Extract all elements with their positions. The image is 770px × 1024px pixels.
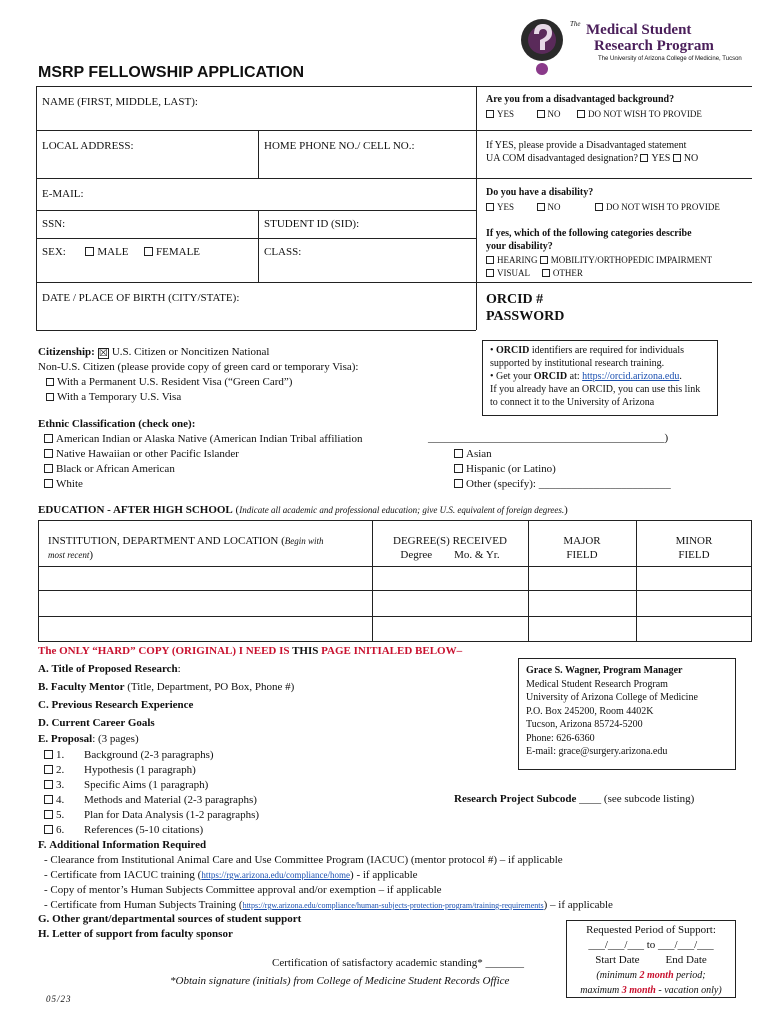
disadvantaged-statement	[486, 139, 698, 165]
ethnic-options-right	[454, 447, 671, 492]
hardcopy-text2: PAGE INITIALED BELOW–	[318, 645, 463, 657]
support-dates[interactable]: ___/___/___ to ___/___/___	[588, 939, 714, 951]
min-duration: 2 month	[639, 970, 674, 981]
e2-num: 2.	[56, 764, 65, 776]
american-indian-label: American Indian or Alaska Native (American Indian Tribal affiliation	[56, 433, 363, 445]
item-g-title: Other grant/departmental sources of student support	[52, 913, 302, 925]
col-institution-note1: Begin with	[284, 536, 324, 546]
female-label: FEMALE	[156, 246, 201, 258]
orcid-info	[490, 344, 718, 409]
item-f4-text: - Certificate from Human Subjects Training (	[44, 899, 243, 911]
disab-dnw-label: DO NOT WISH TO PROVIDE	[606, 202, 720, 212]
logo-line2: Research Program	[594, 38, 714, 54]
us-citizen-checkbox[interactable]: ☒	[98, 348, 108, 359]
logo	[516, 14, 756, 80]
sex-label: SEX:	[42, 246, 66, 258]
ua-no-label: NO	[683, 153, 699, 164]
manager-email: E-mail: grace@surgery.arizona.edu	[526, 746, 668, 757]
min-text: (minimum	[596, 970, 640, 981]
disadv-dnw-label: DO NOT WISH TO PROVIDE	[588, 109, 702, 119]
start-date-label: Start Date	[595, 954, 640, 966]
disadv-no-label: NO	[547, 109, 561, 119]
non-us-citizen-label: Non-U.S. Citizen (please provide copy of green card or temporary Visa):	[38, 361, 359, 373]
item-c-letter: C.	[38, 699, 49, 711]
subcode-field[interactable]	[454, 793, 694, 805]
proposal-subitems	[44, 748, 259, 838]
item-f-letter: F.	[38, 839, 47, 851]
asian-checkbox[interactable]	[454, 449, 463, 458]
orcid-text4: at:	[567, 371, 583, 382]
e6-checkbox[interactable]	[44, 825, 53, 834]
manager-phone: Phone: 626-6360	[526, 732, 595, 744]
us-citizen-label: U.S. Citizen or Noncitizen National	[111, 346, 270, 358]
footer-date: 05/23	[46, 994, 72, 1004]
orcid-dot: .	[679, 371, 682, 382]
item-b-detail: (Title, Department, PO Box, Phone #)	[124, 681, 295, 693]
disability-question: Do you have a disability?	[486, 187, 594, 198]
col-minor-sub: FIELD	[678, 549, 710, 561]
hearing-label: HEARING	[497, 255, 538, 265]
col-minor	[636, 534, 752, 562]
orcid-bold2: ORCID	[533, 371, 568, 382]
hispanic-checkbox[interactable]	[454, 464, 463, 473]
e2-checkbox[interactable]	[44, 765, 53, 774]
logo-question-mark-icon	[520, 14, 564, 78]
local-address-field[interactable]: LOCAL ADDRESS:	[42, 140, 134, 152]
min-text2: period;	[673, 970, 706, 981]
male-checkbox[interactable]	[85, 247, 94, 256]
hearing-checkbox[interactable]	[486, 256, 494, 264]
manager-line1: Medical Student Research Program	[526, 678, 668, 690]
disadv-yes-checkbox[interactable]	[486, 110, 494, 118]
logo-line3: The University of Arizona College of Medicine, Tucson	[598, 56, 742, 62]
white-checkbox[interactable]	[44, 479, 53, 488]
e1-num: 1.	[56, 749, 65, 761]
item-f	[38, 838, 613, 913]
item-e	[38, 733, 139, 745]
mobility-label: MOBILITY/ORTHOPEDIC IMPAIRMENT	[550, 255, 713, 265]
disability-categories	[486, 254, 712, 280]
phone-field[interactable]: HOME PHONE NO./ CELL NO.:	[264, 140, 415, 152]
mobility-checkbox[interactable]	[540, 256, 548, 264]
disab-dnw-checkbox[interactable]	[595, 203, 603, 211]
e5-label: Plan for Data Analysis (1-2 paragraphs)	[84, 809, 260, 821]
orcid-label: ORCID #	[486, 292, 544, 307]
visual-label: VISUAL	[497, 268, 530, 278]
e4-checkbox[interactable]	[44, 795, 53, 804]
manager-line2: University of Arizona College of Medicine	[526, 692, 698, 703]
disability-categories-question	[486, 227, 692, 253]
e5-checkbox[interactable]	[44, 810, 53, 819]
certification-note: *Obtain signature (initials) from College of Medicine Student Records Office	[170, 975, 510, 987]
visual-checkbox[interactable]	[486, 269, 494, 277]
item-c-title: Previous Research Experience	[51, 699, 194, 711]
ua-yes-label: YES	[651, 153, 671, 164]
citizenship-label: Citizenship:	[38, 346, 95, 358]
bullet: •	[490, 345, 497, 356]
asian-label: Asian	[466, 448, 492, 460]
student-id-field[interactable]: STUDENT ID (SID):	[264, 218, 360, 230]
manager-line3: P.O. Box 245200, Room 4402K	[526, 705, 654, 717]
orcid-text5: If you already have an ORCID, you can use this link	[490, 384, 701, 395]
item-b-title: Faculty Mentor	[50, 681, 125, 693]
e6-label: References (5-10 citations)	[84, 824, 204, 836]
page-title: MSRP FELLOWSHIP APPLICATION	[38, 64, 305, 81]
male-label: MALE	[97, 246, 129, 258]
manager-line4: Tucson, Arizona 85724-5200	[526, 719, 643, 730]
paren-open: (	[235, 504, 240, 516]
disab-yes-label: YES	[497, 202, 515, 212]
orcid-text1: identifiers are required for individuals	[529, 345, 685, 356]
white-label: White	[56, 478, 83, 490]
name-field[interactable]: NAME (FIRST, MIDDLE, LAST):	[42, 96, 198, 108]
ethnic-label: Ethnic Classification (check one):	[38, 418, 196, 430]
item-d-letter: D.	[38, 717, 49, 729]
green-card-label: With a Permanent U.S. Resident Visa (“Green Card”)	[57, 376, 293, 388]
disadv-yes-label: YES	[497, 109, 515, 119]
item-e-title: Proposal	[50, 733, 93, 745]
disadv-dnw-checkbox[interactable]	[577, 110, 585, 118]
sex-field	[42, 246, 200, 258]
item-f4-text2: ) – if applicable	[543, 899, 613, 911]
colon: :	[177, 663, 181, 675]
hardcopy-notice	[38, 645, 462, 657]
e1-checkbox[interactable]	[44, 750, 53, 759]
subcode-blank: ____ (see subcode listing)	[576, 793, 695, 805]
temp-visa-checkbox[interactable]	[46, 393, 54, 401]
orcid-text3: • Get your	[490, 371, 534, 382]
e3-checkbox[interactable]	[44, 780, 53, 789]
email-field[interactable]: E-MAIL:	[42, 188, 84, 200]
e2-label: Hypothesis (1 paragraph)	[84, 764, 196, 776]
item-g-letter: G.	[38, 913, 50, 925]
item-e-detail: : (3 pages)	[92, 733, 139, 745]
hawaiian-checkbox[interactable]	[44, 449, 53, 458]
logo-line1: Medical Student	[586, 22, 692, 38]
col-institution-note2: most recent	[48, 550, 90, 560]
other-disab-label: OTHER	[552, 268, 583, 278]
e4-num: 4.	[56, 794, 65, 806]
col-degree	[372, 534, 528, 562]
item-a-title: Title of Proposed Research	[51, 663, 178, 675]
education-header	[38, 504, 568, 516]
orcid-text2: supported by institutional research training.	[490, 358, 665, 369]
disadv-ifyes-line1: If YES, please provide a Disadvantaged statement	[486, 140, 687, 151]
e3-label: Specific Aims (1 paragraph)	[84, 779, 209, 791]
ethnic-options-left	[44, 432, 363, 492]
e6-num: 6.	[56, 824, 65, 836]
e3-num: 3.	[56, 779, 65, 791]
hardcopy-this: THIS	[292, 645, 319, 657]
col-date-sub: Mo. & Yr.	[454, 549, 500, 561]
female-checkbox[interactable]	[144, 247, 153, 256]
certification-line[interactable]: Certification of satisfactory academic standing* _______	[272, 957, 525, 969]
orcid-bold: ORCID	[496, 345, 530, 356]
item-d-title: Current Career Goals	[51, 717, 155, 729]
other-ethnic-checkbox[interactable]	[454, 479, 463, 488]
orcid-text6: to connect it to the University of Arizona	[490, 397, 655, 408]
col-major	[528, 534, 636, 562]
temp-visa-label: With a Temporary U.S. Visa	[57, 391, 182, 403]
e1-label: Background (2-3 paragraphs)	[84, 749, 214, 761]
col-degree-sub: Degree	[400, 549, 433, 561]
tribal-affiliation-blank[interactable]: ___________________________________________)	[428, 432, 669, 444]
disadv-no-checkbox[interactable]	[537, 110, 545, 118]
paren-close: )	[564, 504, 568, 516]
ua-yes-checkbox[interactable]	[640, 154, 648, 162]
disadvantaged-options	[486, 109, 702, 119]
item-f2-text2: ) - if applicable	[350, 869, 418, 881]
disab-no-checkbox[interactable]	[537, 203, 545, 211]
support-period	[566, 923, 736, 998]
max-text2: - vacation only)	[655, 985, 722, 996]
disability-options	[486, 202, 720, 212]
hawaiian-label: Native Hawaiian or other Pacific Islander	[56, 448, 239, 460]
hispanic-label: Hispanic (or Latino)	[466, 463, 556, 475]
education-note: Indicate all academic and professional education; give U.S. equivalent of foreign degrees.	[239, 505, 565, 515]
american-indian-checkbox[interactable]	[44, 434, 53, 443]
e5-num: 5.	[56, 809, 65, 821]
citizenship-section	[38, 345, 358, 405]
items-gh	[38, 912, 301, 942]
col-minor-title: MINOR	[675, 535, 713, 547]
other-ethnic-label: Other (specify): ________________________	[466, 478, 671, 490]
ssn-field[interactable]: SSN:	[42, 218, 66, 230]
logo-prefix: The	[570, 20, 581, 28]
item-h-title: Letter of support from faculty sponsor	[52, 928, 233, 940]
support-title: Requested Period of Support:	[586, 924, 716, 936]
class-field[interactable]: CLASS:	[264, 246, 302, 258]
disadv-ifyes-line2	[486, 152, 698, 165]
manager-name: Grace S. Wagner, Program Manager	[526, 665, 683, 676]
item-f3: - Copy of mentor’s Human Subjects Committee approval and/or exemption – if applicable	[44, 884, 442, 896]
manager-info	[526, 664, 738, 759]
password-label: PASSWORD	[486, 309, 565, 324]
col-major-sub: FIELD	[566, 549, 598, 561]
disab-cat-line2: your disability?	[486, 241, 553, 252]
black-checkbox[interactable]	[44, 464, 53, 473]
green-card-checkbox[interactable]	[46, 378, 54, 386]
hardcopy-text1: The ONLY “HARD” COPY (ORIGINAL) I NEED IS	[38, 645, 293, 657]
max-duration: 3 month	[621, 985, 656, 996]
orcid-field[interactable]	[486, 291, 564, 325]
item-f-title: Additional Information Required	[49, 839, 207, 851]
ua-com-question: UA COM disadvantaged designation?	[486, 153, 638, 164]
disab-yes-checkbox[interactable]	[486, 203, 494, 211]
col-major-title: MAJOR	[563, 535, 601, 547]
item-f1: - Clearance from Institutional Animal Care and Use Committee Program (IACUC) (mentor protocol #) – if applicable	[44, 854, 563, 866]
item-b-letter: B.	[38, 681, 49, 693]
education-title: EDUCATION - AFTER HIGH SCHOOL	[38, 504, 233, 516]
e4-label: Methods and Material (2-3 paragraphs)	[84, 794, 257, 806]
other-disab-checkbox[interactable]	[542, 269, 550, 277]
ua-no-checkbox[interactable]	[673, 154, 681, 162]
black-label: Black or African American	[56, 463, 175, 475]
disadvantaged-question: Are you from a disadvantaged background?	[486, 94, 675, 105]
col-institution	[48, 534, 368, 562]
disab-cat-line1: If yes, which of the following categories describe	[486, 228, 692, 239]
col-degree-title: DEGREE(S) RECEIVED	[393, 535, 507, 547]
items-list	[38, 660, 294, 732]
human-subjects-link[interactable]: https://rgw.arizona.edu/compliance/human-subjects-protection-program/training-requirements	[242, 901, 544, 910]
item-e-letter: E.	[38, 733, 49, 745]
disab-no-label: NO	[547, 202, 561, 212]
item-f2-text: - Certificate from IACUC training (	[44, 869, 202, 881]
item-h-letter: H.	[38, 928, 50, 940]
item-a-letter: A.	[38, 663, 49, 675]
dob-field[interactable]: DATE / PLACE OF BIRTH (CITY/STATE):	[42, 292, 240, 304]
paren: )	[89, 549, 94, 561]
subcode-label: Research Project Subcode	[454, 793, 577, 805]
max-text: maximum	[580, 985, 622, 996]
orcid-link[interactable]: https://orcid.arizona.edu	[582, 371, 680, 382]
iacuc-link[interactable]: https://rgw.arizona.edu/compliance/home	[201, 870, 351, 880]
end-date-label: End Date	[665, 954, 707, 966]
col-institution-text: INSTITUTION, DEPARTMENT AND LOCATION (	[48, 535, 285, 547]
